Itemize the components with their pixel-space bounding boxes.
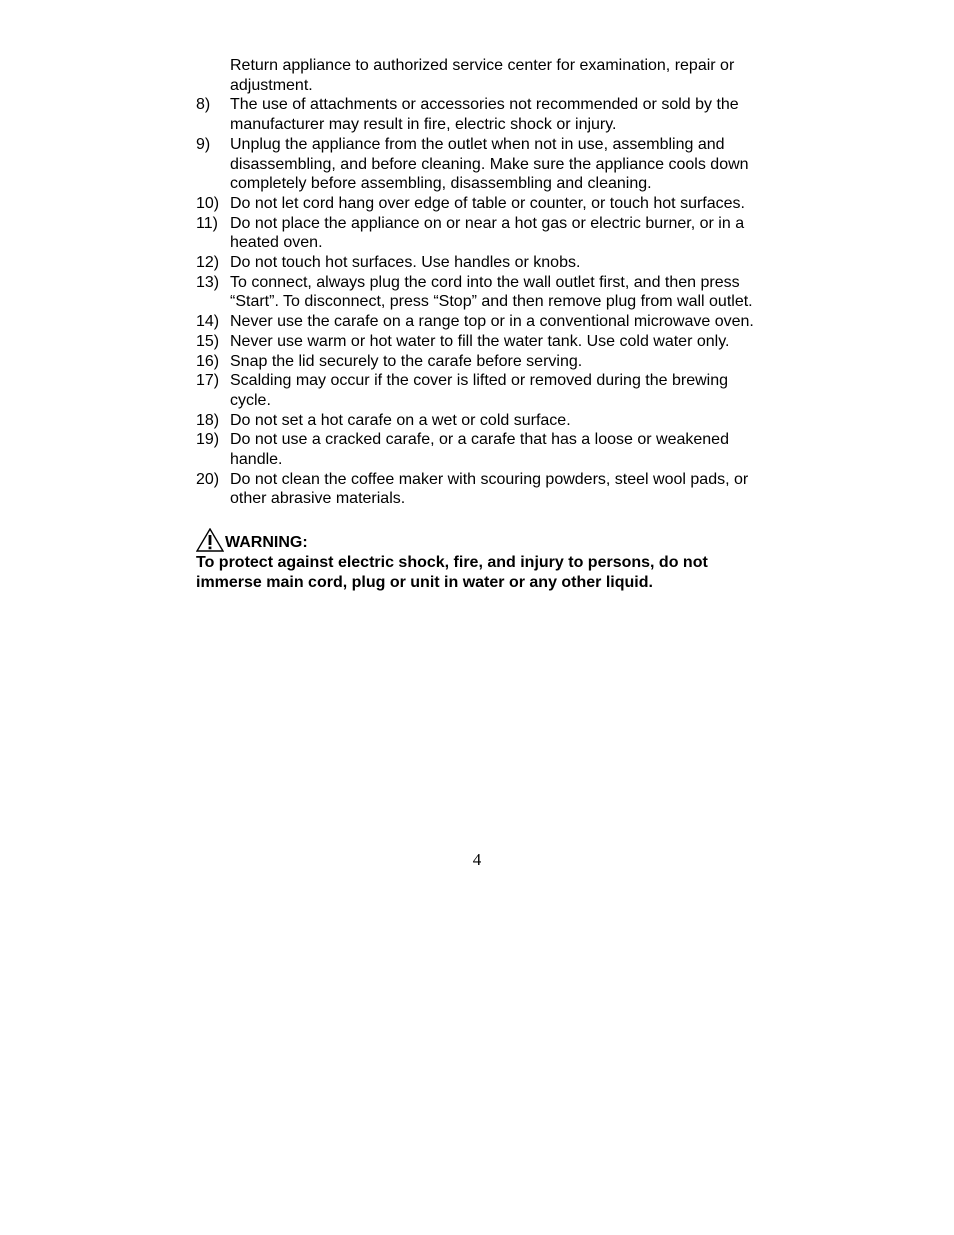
list-item-number: 14) [196,313,220,331]
list-item-number: 16) [196,352,220,370]
list-item [196,312,758,332]
list-item-number: 12) [196,254,220,272]
list-item-number: 17) [196,372,220,390]
list-item-text: Do not touch hot surfaces. Use handles or knobs. [230,254,581,272]
safety-instructions-list [196,95,758,509]
list-item-text: Unplug the appliance from the outlet when not in use, assembling and disassembling, and before cleaning. Make sure the appliance cools down completely before assembling, disassembling and cleaning. [230,135,749,193]
list-item-text: Do not clean the coffee maker with scouring powders, steel wool pads, or other abrasive materials. [230,470,749,508]
list-item-number: 10) [196,194,220,212]
list-item-text: Do not use a cracked carafe, or a carafe that has a loose or weakened handle. [230,431,729,469]
list-item [196,194,758,214]
list-item [196,430,758,469]
list-item [196,95,758,134]
warning-heading-row [196,528,758,553]
list-item-text: Do not let cord hang over edge of table or counter, or touch hot surfaces. [230,194,745,212]
continuation-text: Return appliance to authorized service center for examination, repair or adjustment. [230,57,735,94]
list-item [196,273,758,312]
list-item-number: 9) [196,135,211,153]
warning-section [196,528,758,592]
warning-heading: WARNING: [225,534,308,552]
list-item [196,411,758,431]
list-item [196,352,758,372]
list-item-number: 20) [196,470,220,488]
list-item [196,253,758,273]
list-item-text: Never use the carafe on a range top or in a conventional microwave oven. [230,313,754,331]
list-item-text: Snap the lid securely to the carafe before serving. [230,352,583,370]
list-item [196,371,758,410]
list-item [196,332,758,352]
list-item-number: 15) [196,332,220,350]
list-item-text: Do not set a hot carafe on a wet or cold surface. [230,411,571,429]
list-item-number: 11) [196,214,218,232]
list-item [196,214,758,253]
warning-triangle-icon [196,528,224,552]
list-item-number: 19) [196,431,220,449]
list-item-text: Scalding may occur if the cover is lifted or removed during the brewing cycle. [230,372,729,409]
list-item [196,470,758,509]
warning-body: To protect against electric shock, fire, and injury to persons, do not immerse main cord, plug or unit in water or any other liquid. [196,554,708,591]
page-number: 4 [472,850,482,869]
list-item-text: To connect, always plug the cord into the wall outlet first, and then press “Start”. To disconnect, press “Stop” and then remove plug from wall outlet. [230,273,753,311]
list-item-text: Do not place the appliance on or near a hot gas or electric burner, or in a heated oven. [230,214,745,252]
list-item-number: 18) [196,411,220,429]
list-item-number: 13) [196,273,220,291]
document-body [196,56,758,593]
list-item [196,135,758,194]
list-item-number: 8) [196,96,211,114]
list-item-text: The use of attachments or accessories not recommended or sold by the manufacturer may result in fire, electric shock or injury. [230,96,739,134]
list-item-text: Never use warm or hot water to fill the water tank. Use cold water only. [230,332,730,350]
